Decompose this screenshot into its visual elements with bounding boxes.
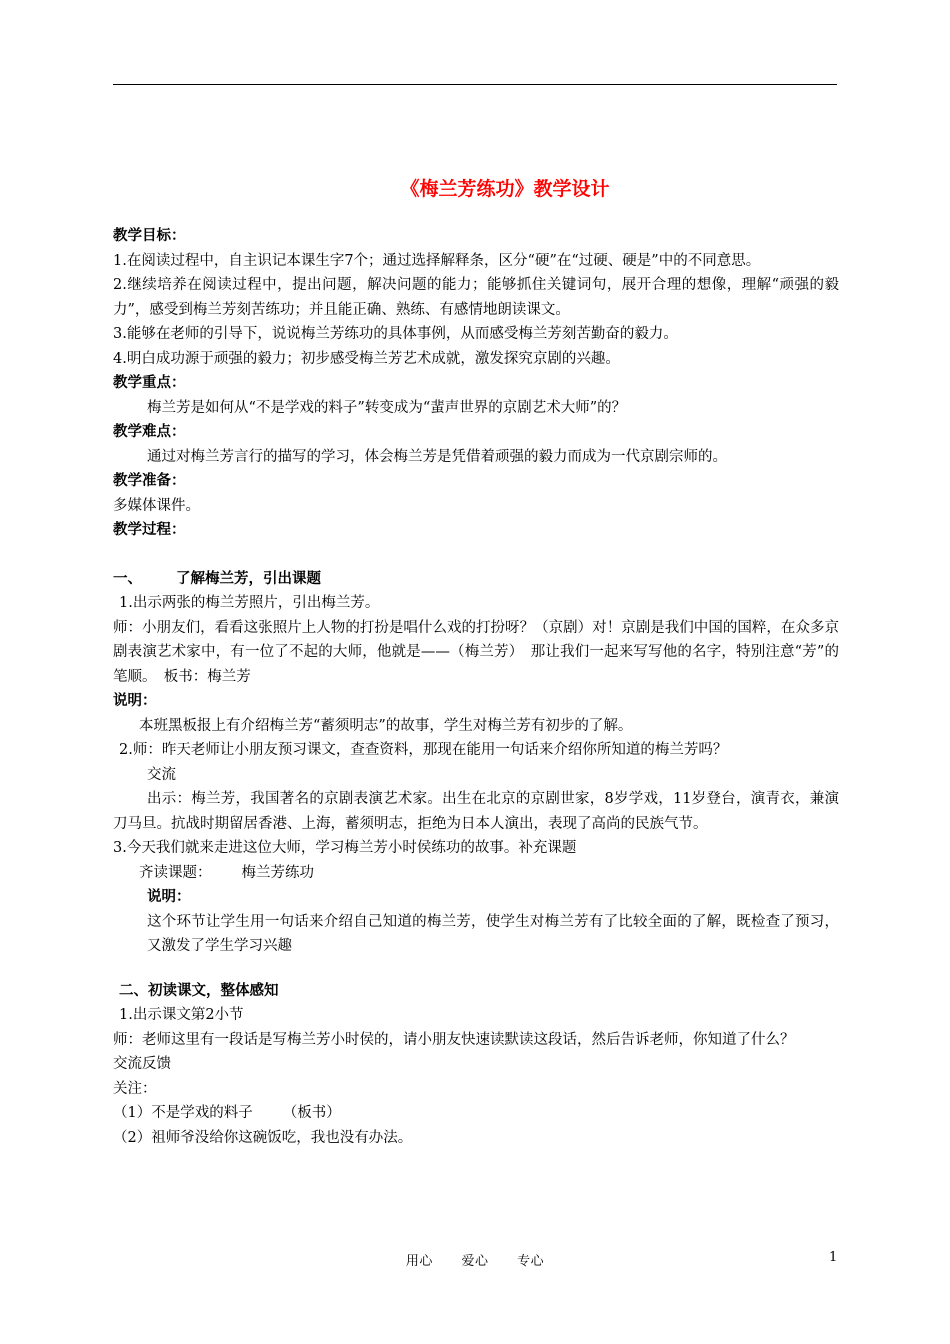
difficulty-heading: 教学难点： [113, 424, 186, 440]
section1-teacher: 师：小朋友们，看看这张照片上人物的打扮是唱什么戏的打扮呀？（京剧）对！京剧是我们中国的国粹，在众多京剧表演艺术家中，有一位了不起的大师，他就是——（梅兰芳） 那让我们一起来写写他的名字，特别注意“芳”的笔顺。 板书：梅兰芳 [113, 619, 839, 685]
read-title: 梅兰芳练功 [241, 864, 314, 881]
section1-note2 [113, 910, 839, 959]
section2-point2: （2）祖师爷没给你这碗饭吃，我也没有办法。 [113, 1129, 413, 1146]
section1-note-label2: 说明： [147, 889, 191, 905]
goal-item: 1.在阅读过程中，自主识记本课生字7个；通过选择解释条，区分“硬”在“过硬、硬是”中的不同意思。 [113, 252, 761, 269]
key-point-text: 梅兰芳是如何从“不是学戏的料子”转变成为“蜚声世界的京剧艺术大师”的？ [147, 399, 627, 416]
goal-item: 2.继续培养在阅读过程中，提出问题，解决问题的能力；能够抓住关键词句，展开合理的想像，理解“顽强的毅力”，感受到梅兰芳刻苦练功；并且能正确、熟练、有感情地朗读课文。 [113, 277, 839, 318]
section2-feedback: 交流反馈 [113, 1056, 171, 1072]
section1-show: 出示：梅兰芳，我国著名的京剧表演艺术家。出生在北京的京剧世家，8岁学戏，11岁登台，演青衣，兼演刀马旦。抗战时期留居香港、上海，蓄须明志，拒绝为日本人演出，表现了高尚的民族气节。 [113, 791, 839, 832]
footer-motto [0, 1250, 950, 1269]
prep-text: 多媒体课件。 [113, 497, 200, 514]
section2-heading: 二、初读课文，整体感知 [119, 982, 279, 999]
difficulty-text: 通过对梅兰芳言行的描写的学习，体会梅兰芳是凭借着顽强的毅力而成为一代京剧宗师的。 [147, 448, 727, 465]
key-point-heading: 教学重点： [113, 375, 186, 391]
section2-point1 [113, 1101, 839, 1126]
section1-note2-text: 这个环节让学生用一句话来介绍自己知道的梅兰芳，使学生对梅兰芳有了比较全面的了解，既检查了预习，又激发了学生学习兴趣 [147, 913, 839, 954]
goals-heading: 教学目标： [113, 228, 186, 244]
header-rule [113, 84, 837, 85]
section1-number: 一、 [113, 570, 142, 587]
read-label: 齐读课题： [139, 864, 212, 881]
section1-heading [113, 567, 839, 592]
document-body [113, 224, 839, 1150]
process-heading: 教学过程： [113, 522, 186, 538]
section1-item1: 1.出示两张的梅兰芳照片，引出梅兰芳。 [119, 595, 380, 611]
section1-item2: 2.师：昨天老师让小朋友预习课文，查查资料，那现在能用一句话来介绍你所知道的梅兰芳吗？ [119, 742, 728, 758]
point1-board: （板书） [282, 1105, 341, 1121]
goal-item: 3.能够在老师的引导下，说说梅兰芳练功的具体事例，从而感受梅兰芳刻苦勤奋的毅力。 [113, 326, 678, 342]
footer-word: 爱心 [461, 1254, 489, 1269]
page-number: 1 [829, 1250, 838, 1265]
section1-title: 了解梅兰芳，引出课题 [176, 570, 321, 587]
point1-text: （1）不是学戏的料子 [113, 1105, 253, 1121]
prep-heading: 教学准备： [113, 473, 186, 489]
section1-note: 本班黑板报上有介绍梅兰芳“蓄须明志”的故事，学生对梅兰芳有初步的了解。 [139, 717, 633, 734]
section2-item1: 1.出示课文第2小节 [119, 1007, 244, 1023]
goal-item: 4.明白成功源于顽强的毅力；初步感受梅兰芳艺术成就，激发探究京剧的兴趣。 [113, 350, 620, 367]
section2-focus: 关注： [113, 1080, 157, 1097]
section1-item3: 3.今天我们就来走进这位大师，学习梅兰芳小时侯练功的故事。补充课题 [113, 840, 577, 856]
footer-word: 专心 [517, 1254, 545, 1269]
section1-exchange: 交流 [147, 766, 176, 783]
footer-word: 用心 [405, 1254, 433, 1269]
page-title: 《梅兰芳练功》教学设计 [400, 178, 610, 200]
section1-note-label: 说明： [113, 693, 157, 709]
section2-teacher: 师：老师这里有一段话是写梅兰芳小时侯的，请小朋友快速读默读这段话，然后告诉老师，你知道了什么？ [113, 1031, 795, 1048]
section1-read [113, 861, 839, 886]
